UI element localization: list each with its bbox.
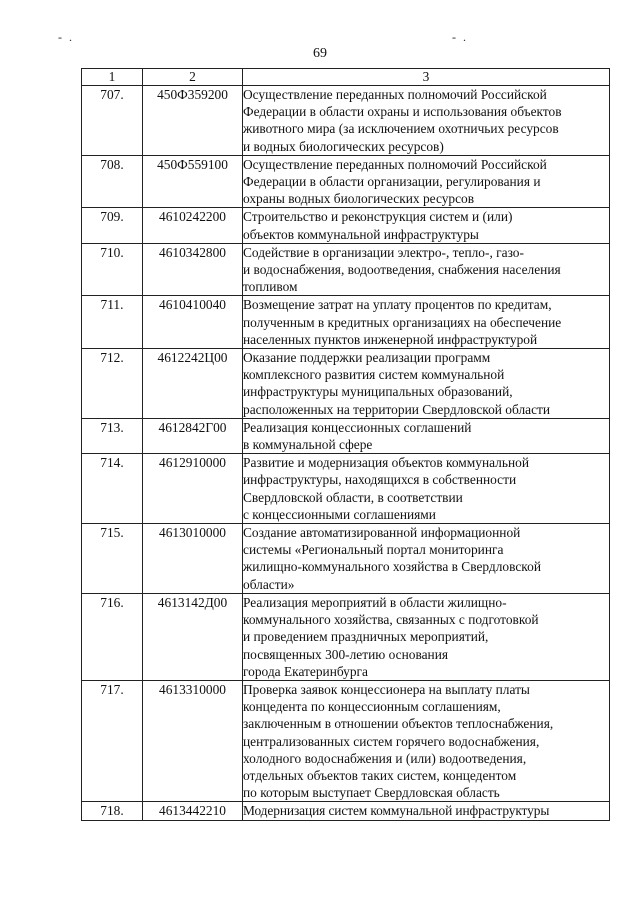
- classification-code: 4612842Г00: [143, 418, 243, 453]
- description-line: Строительство и реконструкция систем и (или): [243, 209, 513, 225]
- table-row: [82, 593, 610, 680]
- description-line: Модернизация систем коммунальной инфраструктуры: [243, 803, 550, 819]
- table-row: [82, 802, 610, 820]
- description-cell: [243, 524, 610, 594]
- description-cell: [243, 349, 610, 419]
- classification-code: 4612242Ц00: [143, 349, 243, 419]
- description-line: жилищно-коммунального хозяйства в Свердловской: [243, 559, 541, 575]
- description-cell: [243, 418, 610, 453]
- description-cell: [243, 802, 610, 820]
- description-line: посвященных 300-летию основания: [243, 646, 449, 662]
- description-line: Осуществление переданных полномочий Российской: [243, 87, 547, 102]
- description-line: в коммунальной сфере: [243, 437, 373, 453]
- table-row: [82, 296, 610, 349]
- description-line: централизованных систем горячего водоснабжения,: [243, 733, 540, 749]
- scan-mark-right: - .: [452, 30, 468, 44]
- description-cell: [243, 243, 610, 296]
- description-line: Реализация концессионных соглашений: [243, 419, 472, 435]
- row-number: 707.: [82, 86, 143, 156]
- description-line: полученным в кредитных организациях на обеспечение: [243, 314, 562, 330]
- table-row: [82, 418, 610, 453]
- description-cell: [243, 454, 610, 524]
- description-line: расположенных на территории Свердловской области: [243, 401, 551, 417]
- column-header-1: 1: [82, 69, 143, 86]
- row-number: 712.: [82, 349, 143, 419]
- description-line: комплексного развития систем коммунальной: [243, 367, 505, 383]
- description-line: Создание автоматизированной информационной: [243, 525, 521, 541]
- table-header-row: [82, 69, 610, 86]
- row-number: 718.: [82, 802, 143, 820]
- classification-code: 4610342800: [143, 243, 243, 296]
- description-line: и водоснабжения, водоотведения, снабжения населения: [243, 262, 561, 278]
- description-line: по которым выступает Свердловская область: [243, 785, 500, 801]
- row-number: 713.: [82, 418, 143, 453]
- column-header-3: 3: [243, 69, 610, 86]
- row-number: 711.: [82, 296, 143, 349]
- row-number: 717.: [82, 680, 143, 801]
- description-line: объектов коммунальной инфраструктуры: [243, 226, 479, 242]
- row-number: 710.: [82, 243, 143, 296]
- description-line: Осуществление переданных полномочий Российской: [243, 156, 547, 172]
- description-line: системы «Региональный портал мониторинга: [243, 542, 504, 558]
- description-line: Развитие и модернизация объектов коммунальной: [243, 455, 529, 471]
- classification-code: 4610242200: [143, 208, 243, 243]
- description-cell: [243, 208, 610, 243]
- row-number: 716.: [82, 593, 143, 680]
- description-line: животного мира (за исключением охотничьих ресурсов: [243, 121, 559, 137]
- description-line: Проверка заявок концессионера на выплату платы: [243, 681, 530, 697]
- description-line: Оказание поддержки реализации программ: [243, 350, 491, 366]
- scan-mark-left: - .: [58, 30, 74, 44]
- table-row: [82, 349, 610, 419]
- description-line: Свердловской области, в соответствии: [243, 489, 463, 505]
- table-row: [82, 86, 610, 156]
- description-cell: [243, 86, 610, 156]
- description-line: Возмещение затрат на уплату процентов по кредитам,: [243, 297, 552, 313]
- description-line: Федерации в области охраны и использования объектов: [243, 104, 562, 120]
- page-number: 69: [313, 46, 327, 61]
- table-row: [82, 243, 610, 296]
- classification-code: 4613010000: [143, 524, 243, 594]
- row-number: 714.: [82, 454, 143, 524]
- description-cell: [243, 593, 610, 680]
- description-line: Содействие в организации электро-, тепло-, газо-: [243, 244, 524, 260]
- classification-code: 4613442210: [143, 802, 243, 820]
- description-line: охраны водных биологических ресурсов: [243, 191, 475, 207]
- row-number: 709.: [82, 208, 143, 243]
- column-header-2: 2: [143, 69, 243, 86]
- description-line: населенных пунктов инженерной инфраструктурой: [243, 331, 538, 347]
- classification-code: 4612910000: [143, 454, 243, 524]
- classification-code: 450Ф559100: [143, 155, 243, 208]
- budget-classification-table: [81, 68, 610, 821]
- description-cell: [243, 296, 610, 349]
- description-line: области»: [243, 576, 295, 592]
- description-line: Реализация мероприятий в области жилищно-: [243, 594, 507, 610]
- description-cell: [243, 680, 610, 801]
- classification-code: 4613142Д00: [143, 593, 243, 680]
- description-line: и водных биологических ресурсов): [243, 138, 444, 154]
- table-row: [82, 680, 610, 801]
- row-number: 715.: [82, 524, 143, 594]
- description-line: города Екатеринбурга: [243, 663, 368, 679]
- description-line: холодного водоснабжения и (или) водоотведения,: [243, 750, 527, 766]
- table-row: [82, 208, 610, 243]
- description-line: коммунального хозяйства, связанных с подготовкой: [243, 612, 539, 628]
- description-line: и проведением праздничных мероприятий,: [243, 629, 489, 645]
- description-line: инфраструктуры муниципальных образований,: [243, 384, 513, 400]
- description-line: отдельных объектов таких систем, концедентом: [243, 767, 517, 783]
- description-line: Федерации в области организации, регулирования и: [243, 174, 541, 190]
- row-number: 708.: [82, 155, 143, 208]
- description-line: концедента по концессионным соглашениям,: [243, 699, 501, 715]
- description-line: с концессионными соглашениями: [243, 506, 436, 522]
- classification-code: 4613310000: [143, 680, 243, 801]
- description-line: инфраструктуры, находящихся в собственности: [243, 472, 517, 488]
- description-cell: [243, 155, 610, 208]
- table-row: [82, 524, 610, 594]
- description-line: топливом: [243, 279, 298, 295]
- classification-code: 4610410040: [143, 296, 243, 349]
- table-row: [82, 454, 610, 524]
- table-row: [82, 155, 610, 208]
- classification-code: 450Ф359200: [143, 86, 243, 156]
- description-line: заключенным в отношении объектов теплоснабжения,: [243, 716, 554, 732]
